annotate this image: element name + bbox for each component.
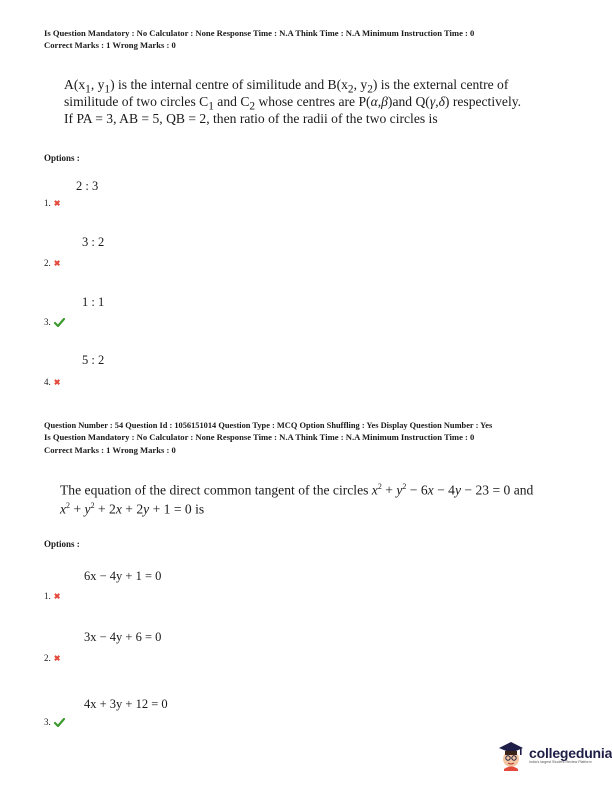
q1-option-4: 4. ✖ — [44, 377, 61, 387]
wrong-cross-icon: ✖ — [53, 591, 61, 601]
q1-options-label: Options : — [44, 153, 80, 163]
q2-option-1: 1. ✖ — [44, 591, 61, 601]
q2-meta-line-1: Question Number : 54 Question Id : 1056151014 Question Type : MCQ Option Shuffling : Yes Display Question Number : Yes — [44, 421, 493, 430]
logo-name: collegedunia — [529, 744, 612, 761]
q2-option-3-value[interactable]: 4x + 3y + 12 = 0 — [84, 697, 168, 711]
wrong-cross-icon: ✖ — [53, 653, 61, 663]
q2-options-label: Options : — [44, 539, 80, 549]
q1-option-1-value[interactable]: 2 : 3 — [76, 179, 99, 193]
q1-meta-line-2: Correct Marks : 1 Wrong Marks : 0 — [44, 40, 176, 50]
q1-text-line-3: If PA = 3, AB = 5, QB = 2, then ratio of the radii of the two circles is — [64, 111, 438, 126]
wrong-cross-icon: ✖ — [53, 198, 61, 208]
q1-option-2-value[interactable]: 3 : 2 — [82, 235, 105, 249]
q1-meta-line-1: Is Question Mandatory : No Calculator : None Response Time : N.A Think Time : N.A Minimum Instruction Time : 0 — [44, 28, 475, 38]
q1-option-4-value[interactable]: 5 : 2 — [82, 353, 105, 367]
q1-text-line-1: $A(x_1$, $y_1$) is the internal centre of similitude and $B(x_2$, $y_2$) is the external centre of — [64, 77, 509, 96]
q2-option-1-value[interactable]: 6x − 4y + 1 = 0 — [84, 569, 162, 583]
q1-option-3-value[interactable]: 1 : 1 — [82, 295, 105, 309]
q2-meta-line-2: Is Question Mandatory : No Calculator : None Response Time : N.A Think Time : N.A Minimum Instruction Time : 0 — [44, 432, 475, 442]
graduate-mascot-icon — [496, 739, 526, 771]
q1-option-1: 1. ✖ — [44, 198, 61, 208]
wrong-cross-icon: ✖ — [53, 258, 61, 268]
q2-text-line-1: The equation of the direct common tangent of the circles $x^2 + y^2 - 6x - 4y - 23 = 0$ and — [60, 482, 534, 498]
collegedunia-logo — [496, 739, 612, 771]
q2-option-3: 3. — [44, 717, 65, 727]
q1-option-2: 2. ✖ — [44, 258, 61, 268]
correct-check-icon — [54, 718, 65, 727]
q1-text-line-2: similitude of two circles $C_1$ and $C_2$ whose centres are P(α,β)and Q(γ,δ) respectively. — [64, 94, 522, 113]
correct-check-icon — [54, 318, 65, 327]
q2-option-2: 2. ✖ — [44, 653, 61, 663]
q1-option-3: 3. — [44, 317, 65, 327]
q2-text-line-2: $x^2 + y^2 + 2x + 2y + 1 = 0$ is — [60, 501, 205, 517]
logo-tagline: India's largest Student Review Platform — [529, 759, 592, 764]
q2-meta-line-3: Correct Marks : 1 Wrong Marks : 0 — [44, 445, 176, 455]
q2-option-2-value[interactable]: 3x − 4y + 6 = 0 — [84, 630, 162, 644]
wrong-cross-icon: ✖ — [53, 377, 61, 387]
